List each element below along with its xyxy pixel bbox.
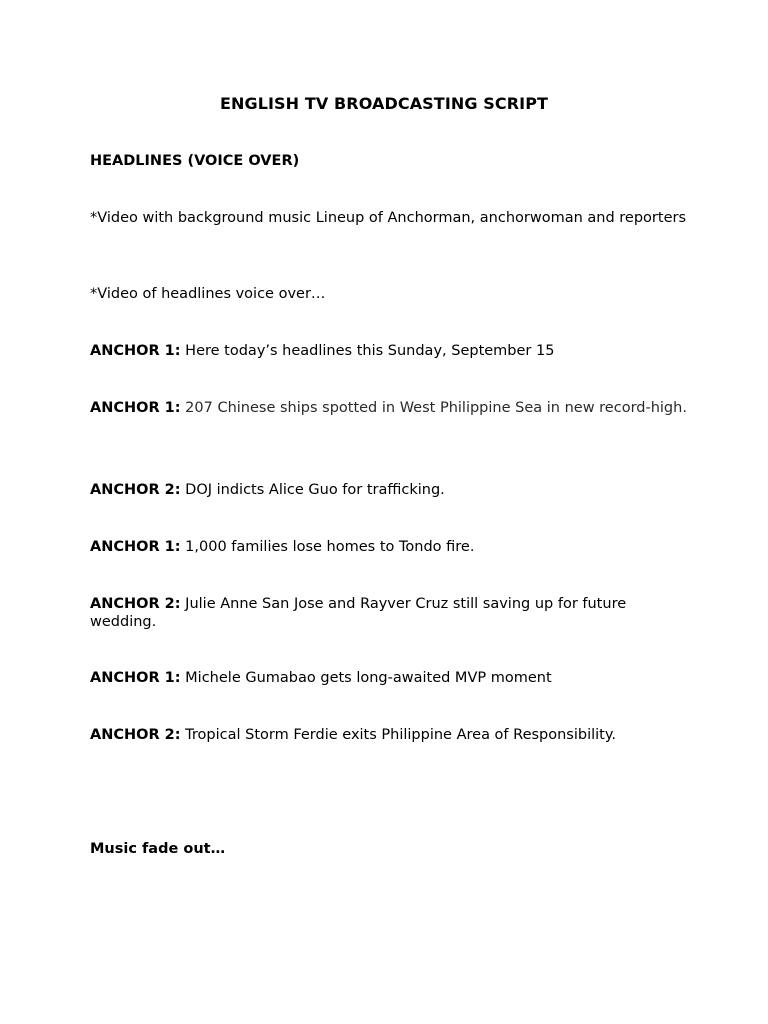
script-line bbox=[90, 481, 690, 499]
section-heading: HEADLINES (VOICE OVER) bbox=[90, 153, 300, 169]
closing-direction: Music fade out… bbox=[90, 841, 226, 857]
document-title: ENGLISH TV BROADCASTING SCRIPT bbox=[219, 94, 549, 113]
script-line bbox=[90, 726, 690, 744]
line-text: DOJ indicts Alice Guo for trafficking. bbox=[185, 482, 445, 498]
line-text: 207 Chinese ships spotted in West Philippine Sea in new record-high. bbox=[185, 400, 687, 416]
script-line bbox=[90, 538, 690, 556]
direction-headlines-voice-over: *Video of headlines voice over… bbox=[90, 286, 326, 302]
line-text: Michele Gumabao gets long-awaited MVP moment bbox=[185, 670, 552, 686]
speaker-label: ANCHOR 2: bbox=[90, 596, 181, 612]
speaker-label: ANCHOR 2: bbox=[90, 482, 181, 498]
line-text: Julie Anne San Jose and Rayver Cruz still saving up for future wedding. bbox=[90, 596, 627, 630]
speaker-label: ANCHOR 1: bbox=[90, 343, 181, 359]
speaker-label: ANCHOR 1: bbox=[90, 400, 181, 416]
speaker-label: ANCHOR 1: bbox=[90, 539, 181, 555]
script-line bbox=[90, 669, 690, 687]
line-text: Tropical Storm Ferdie exits Philippine Area of Responsibility. bbox=[185, 727, 616, 743]
line-text: Here today’s headlines this Sunday, September 15 bbox=[185, 343, 555, 359]
speaker-label: ANCHOR 2: bbox=[90, 727, 181, 743]
script-line bbox=[90, 399, 690, 417]
script-line bbox=[90, 595, 690, 631]
line-text: 1,000 families lose homes to Tondo fire. bbox=[185, 539, 475, 555]
direction-video-lineup: *Video with background music Lineup of Anchorman, anchorwoman and reporters bbox=[90, 210, 687, 226]
speaker-label: ANCHOR 1: bbox=[90, 670, 181, 686]
script-line bbox=[90, 342, 690, 360]
